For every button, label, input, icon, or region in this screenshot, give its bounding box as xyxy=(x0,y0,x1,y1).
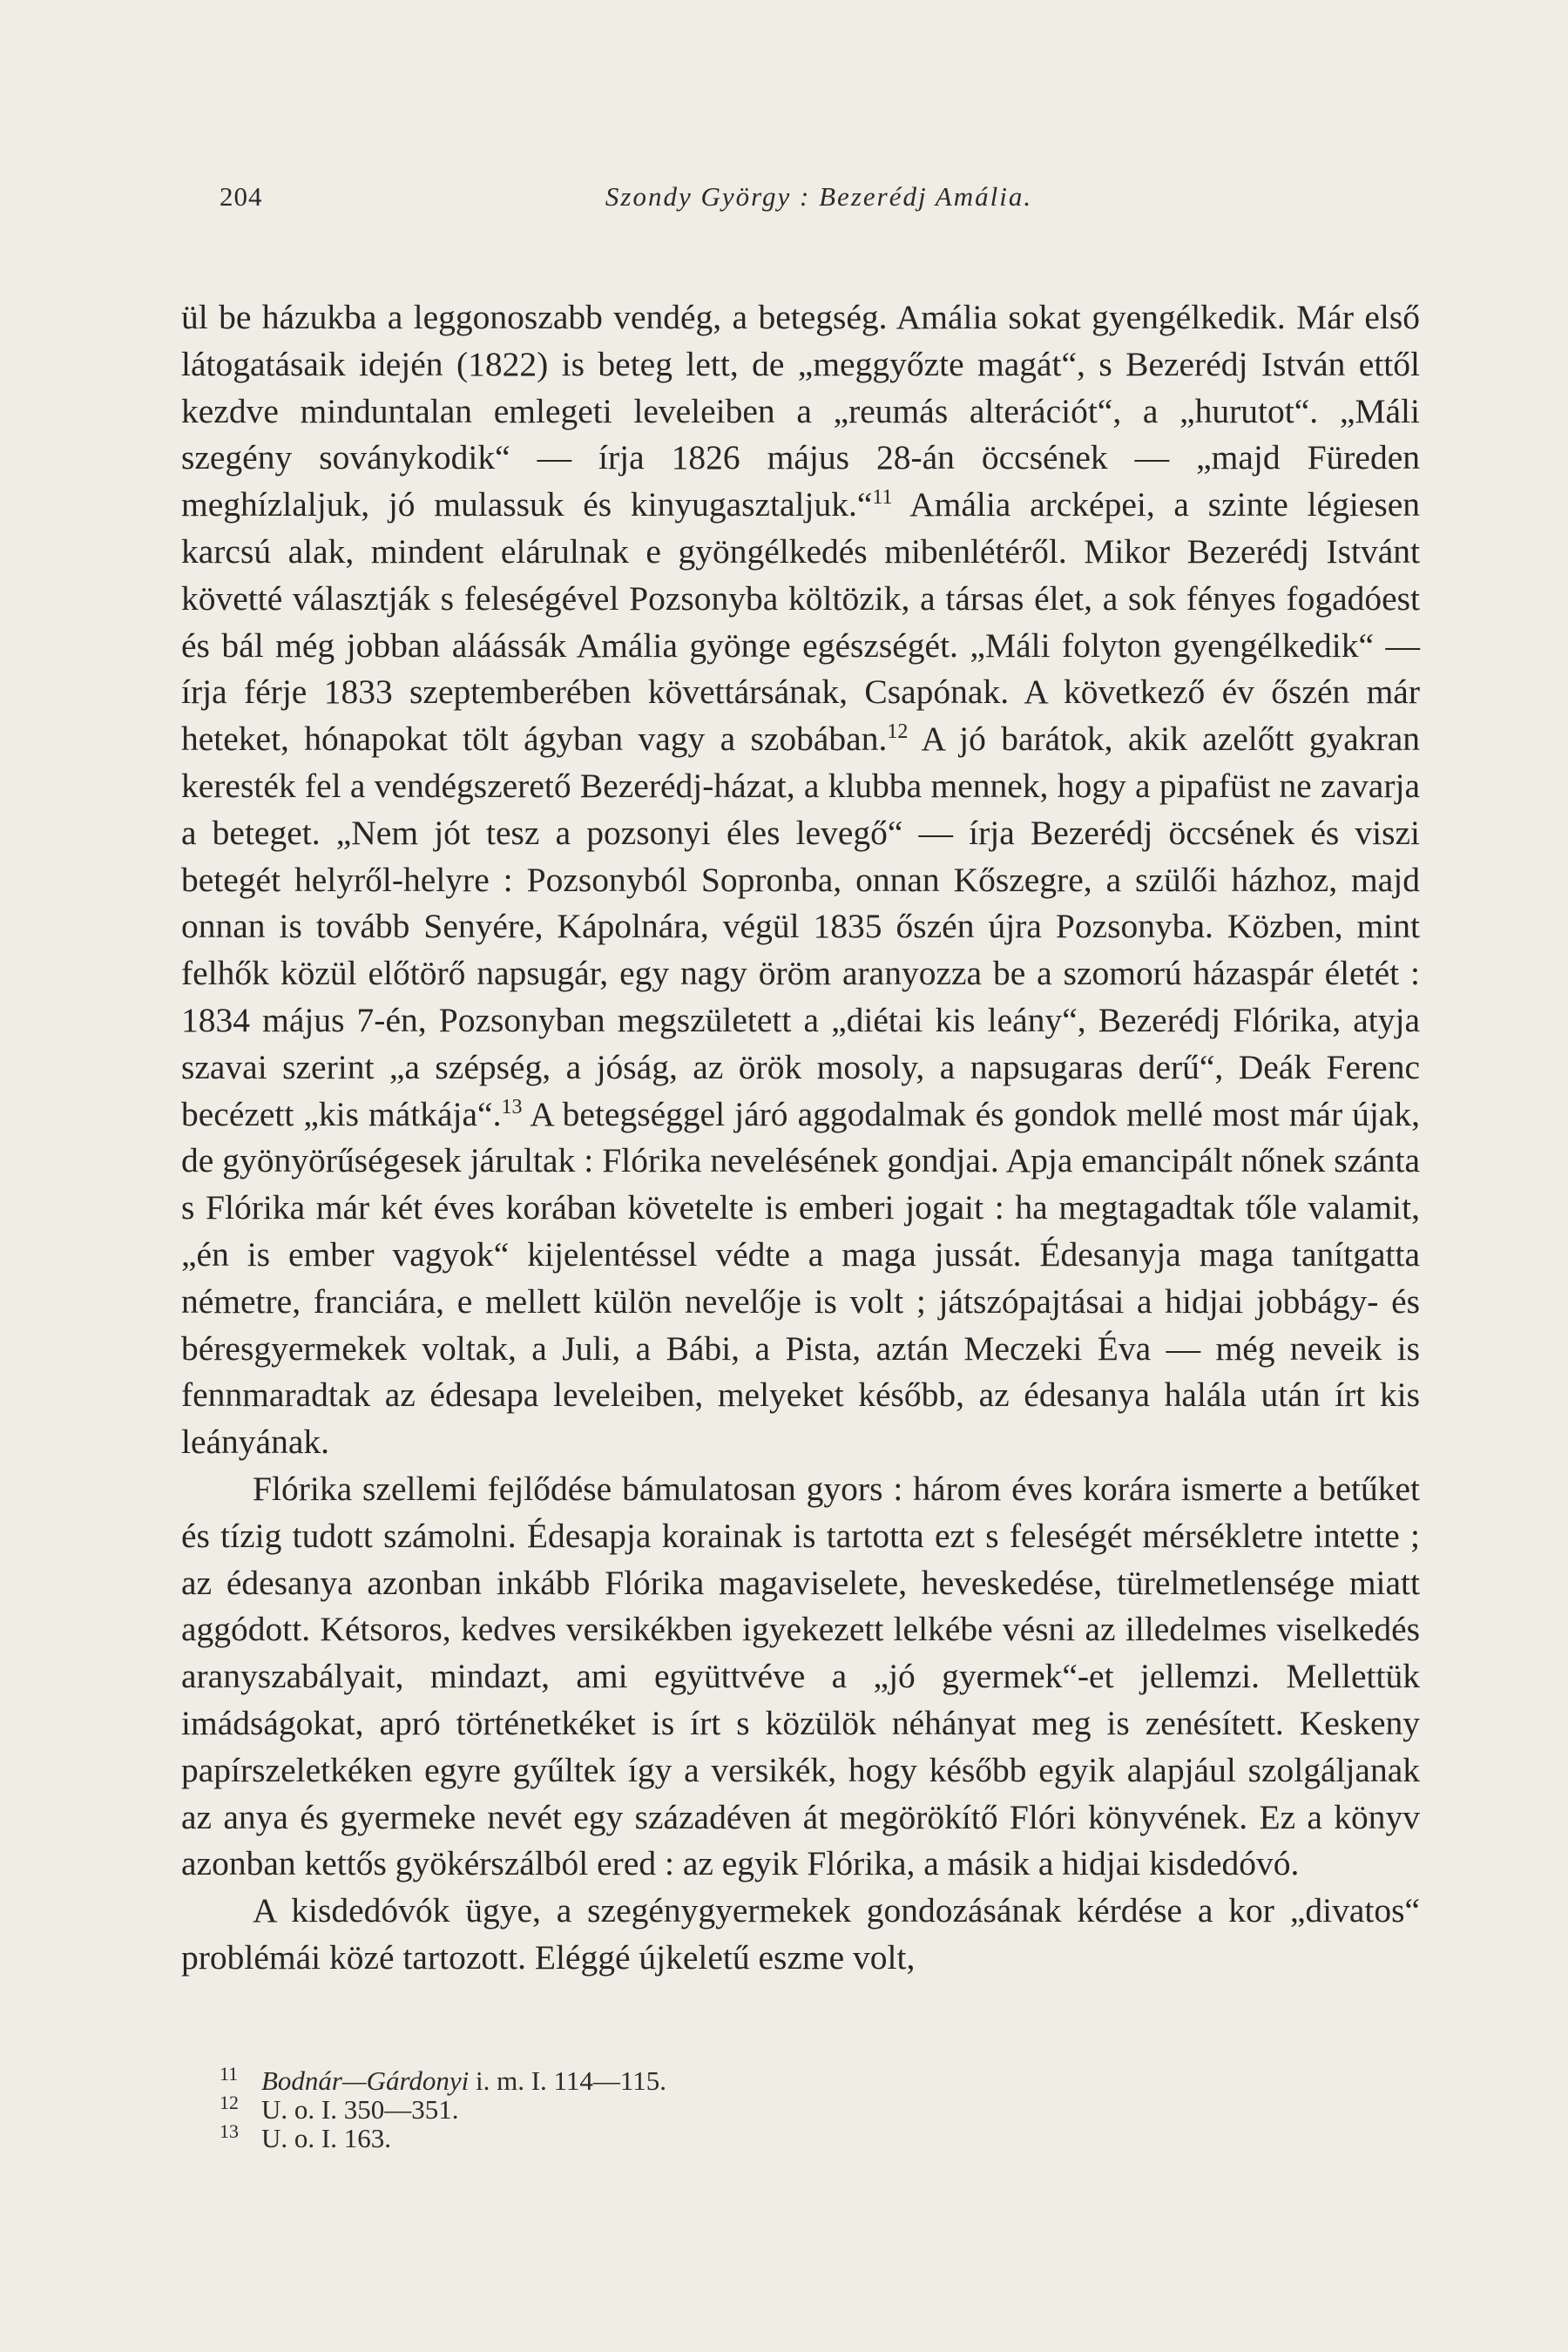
footnotes xyxy=(220,2062,1352,2153)
body-text xyxy=(181,294,1420,1982)
footnote-ref: U. o. I. 163. xyxy=(261,2123,391,2153)
paragraph-text: A jó barátok, akik azelőtt gyakran keresték fel a vendégszerető Bezerédj-házat, a klubba mennek, hogy a pipafüst ne zavarja a beteget. „Nem jót tesz a pozsonyi éles levegő“ — írja Bezerédj öccsének és viszi betegét helyről-helyre : Pozsonyból Sopronba, onnan Kőszegre, a szülői házhoz, majd onnan is tovább Senyére, Kápolnára, végül 1835 őszén újra Pozsonyba. Közben, mint felhők közül előtörő napsugár, egy nagy öröm aranyozza be a szomorú házaspár életét : 1834 május 7-én, Pozsonyban megszületett a „diétai kis leány“, Bezerédj Flórika, atyja szavai szerint „a szépség, a jóság, az örök mosoly, a napsugaras derű“, Deák Ferenc becézett „kis mátkája“. xyxy=(181,720,1420,1133)
footnote-ref-12: 12 xyxy=(887,720,909,744)
footnote-ref-13: 13 xyxy=(501,1095,523,1119)
footnote-author: Bodnár—Gárdonyi xyxy=(261,2065,470,2096)
paragraph-text: ül be házukba a leggonoszabb vendég, a betegség. Amália sokat gyengélkedik. Már első látogatásaik idején (1822) is beteg lett, de „meggyőzte magát“, s Bezerédj István ettől kezdve minduntalan emlegeti leveleiben a „reumás alterációt“, a „hurutot“. „Máli szegény soványkodik“ — írja 1826 május 28-án öccsének — „majd Füreden meghízlaljuk, jó mulassuk és kinyugasztaljuk.“ xyxy=(181,298,1420,524)
page-number: 204 xyxy=(220,181,263,212)
paragraph-1 xyxy=(181,294,1420,1466)
page-header xyxy=(220,181,1418,225)
paragraph-text: A betegséggel járó aggodalmak és gondok mellé most már újak, de gyönyörűségesek járultak : Flórika nevelésének gondjai. Apja emancipált nőnek szánta s Flórika már két éves korában követelte is emberi jogait : ha megtagadtak tőle valamit, „én is ember vagyok“ kijelentéssel védte a maga jussát. Édesanyja maga tanítgatta németre, franciára, e mellett külön nevelője is volt ; játszópajtásai a hidjai jobbágy- és béresgyermekek voltak, a Juli, a Bábi, a Pista, aztán Meczeki Éva — még neveik is fennmaradtak az édesapa leveleiben, melyeket később, az édesanya halála után írt kis leányának. xyxy=(181,1094,1421,1462)
footnote-12: 12 U. o. I. 350—351. xyxy=(220,2091,459,2125)
footnote-ref-11: 11 xyxy=(872,486,893,510)
running-title: Szondy György : Bezerédj Amália. xyxy=(605,181,1033,212)
paragraph-text: Amália arcképei, a szinte légiesen karcsú alak, mindent elárulnak e gyöngélkedés mibenlétéről. Mikor Bezerédj Istvánt követté választják s feleségével Pozsonyba költözik, a társas élet, a sok fényes fogadóest és bál még jobban aláássák Amália gyönge egészségét. „Máli folyton gyengélkedik“ — írja férje 1833 szeptemberében követtársának, Csapónak. A következő év őszén már heteket, hónapokat tölt ágyban vagy a szobában. xyxy=(181,485,1420,759)
footnote-11: 11 Bodnár—Gárdonyi i. m. I. 114—115. xyxy=(220,2062,666,2096)
paragraph-2: Flórika szellemi fejlődése bámulatosan gyors : három éves korára ismerte a betűket és tízig tudott számolni. Édesapja korainak is tartotta ezt s feleségét mérsékletre intette ; az édesanya azonban inkább Flórika magaviselete, heveskedése, türelmetlensége miatt aggódott. Kétsoros, kedves versikékben igyekezett lelkébe vésni az illedelmes viselkedés aranyszabályait, mindazt, ami együttvéve a „jó gyermek“-et jellemzi. Mellettük imádságokat, apró történetkéket is írt s közülök néhányat meg is zenésített. Keskeny papírszeletkéken egyre gyűltek így a versikék, hogy később egyik alapjául szolgáljanak az anya és gyermeke nevét egy századéven át megörökítő Flóri könyvének. Ez a könyv azonban kettős gyökérszálból ered : az egyik Flórika, a másik a hidjai kisdedóvó. xyxy=(181,1469,1420,1883)
footnote-13: 13 U. o. I. 163. xyxy=(220,2119,391,2153)
footnote-ref: U. o. I. 350—351. xyxy=(261,2094,459,2125)
footnote-ref: i. m. I. 114—115. xyxy=(469,2065,666,2096)
paragraph-3: A kisdedóvók ügye, a szegénygyermekek gondozásának kérdése a kor „divatos“ problémái közé tartozott. Eléggé újkeletű eszme volt, xyxy=(181,1891,1420,1977)
